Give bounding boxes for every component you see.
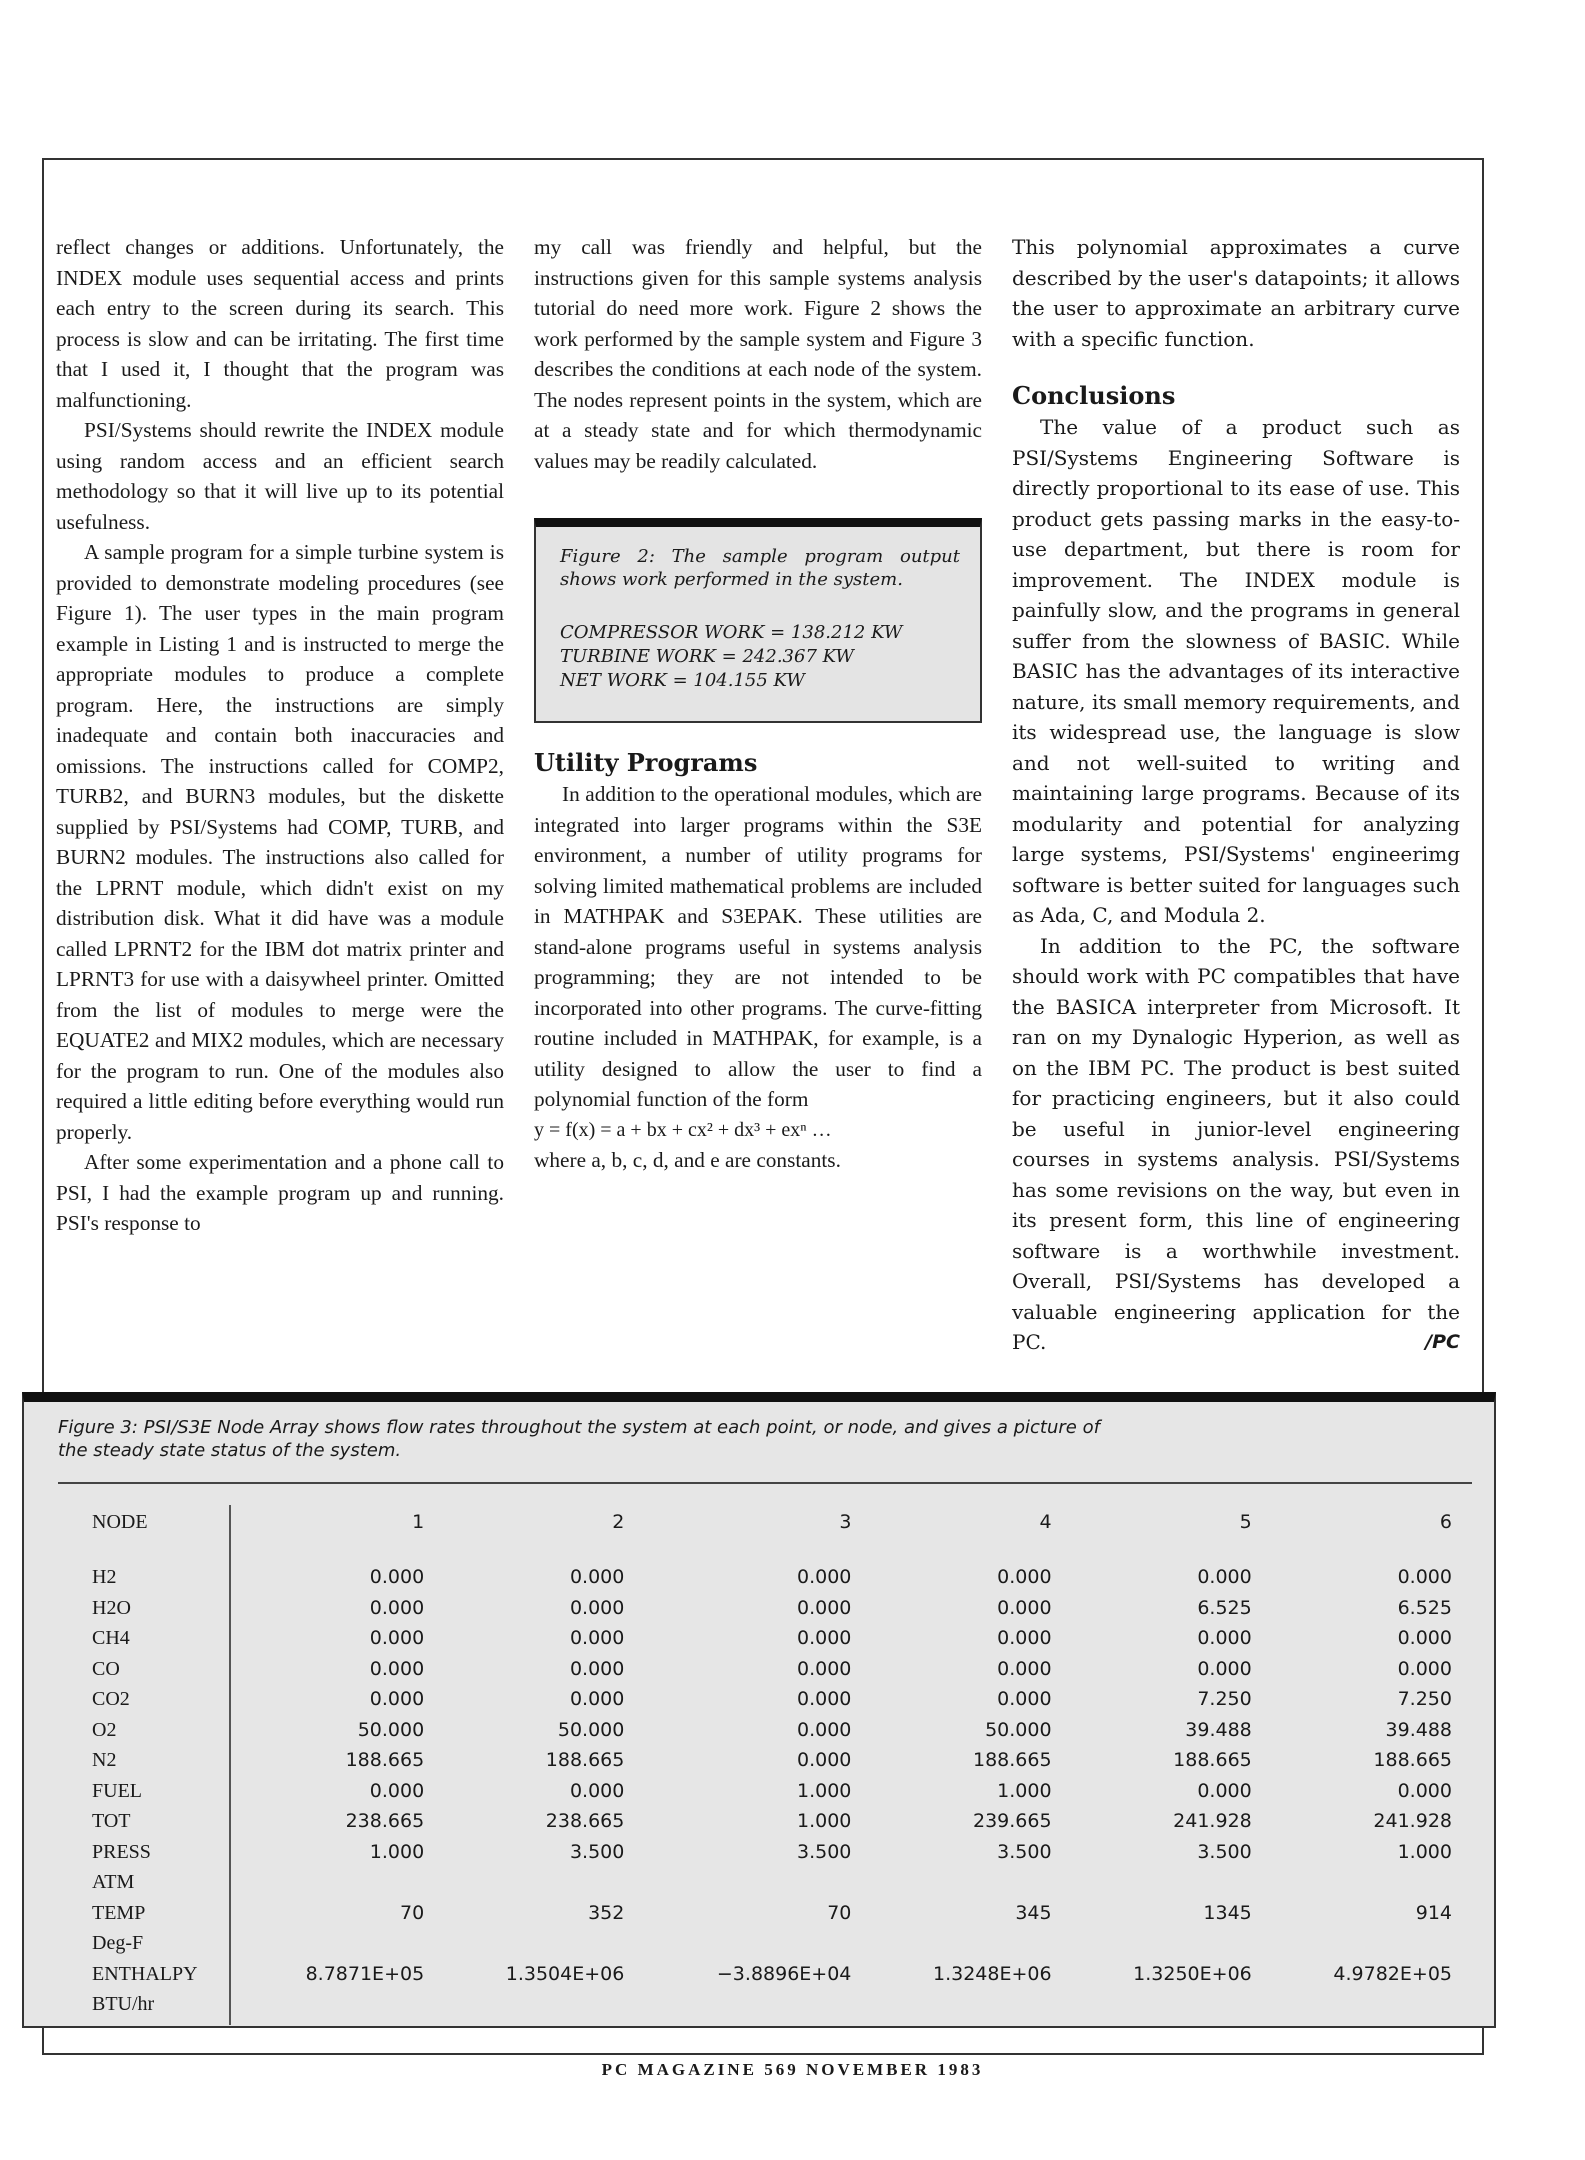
table-cell xyxy=(851,1989,1051,2020)
row-label: CO2 xyxy=(92,1688,130,1710)
node-number-header: 1 xyxy=(412,1511,425,1533)
table-cell: 0.000 xyxy=(1197,1779,1252,1802)
table-cell: 0.000 xyxy=(1397,1627,1452,1649)
paragraph: my call was friendly and helpful, but the instructions given for this sample systems analysis tutorial do need more work. Figure 2 shows the work performed by the sample system and Figure 3 describes the conditions at each node of the system. The nodes represent points in the system, which are at a steady state and for which thermodynamic values may be readily calculated. xyxy=(534,235,982,473)
table-cell: 345 xyxy=(1015,1901,1052,1924)
spacer-cell xyxy=(92,1544,1452,1562)
table-cell: 0.000 xyxy=(369,1779,425,1802)
paragraph: reflect changes or additions. Unfortunately, the INDEX module uses sequential access and prints each entry to the screen during its search. This process is slow and can be irritating. The first time that I used it, I thought that the program was malfunctioning. xyxy=(56,235,504,412)
table-cell: 0.000 xyxy=(369,1657,425,1680)
table-row xyxy=(92,1989,1452,2020)
figure-2-caption: Figure 2: The sample program output shows work performed in the system. xyxy=(560,546,960,590)
table-cell: 1.3504E+06 xyxy=(505,1962,625,1985)
table-cell: 0.000 xyxy=(1397,1657,1452,1680)
signoff: /PC xyxy=(1425,1331,1460,1353)
row-label: ENTHALPY xyxy=(92,1962,198,1985)
section-heading: Utility Programs xyxy=(534,748,758,777)
table-cell: −3.8896E+04 xyxy=(716,1962,852,1985)
row-label: TOT xyxy=(92,1810,131,1832)
row-label: ATM xyxy=(92,1871,135,1893)
divider xyxy=(58,1482,1472,1484)
table-cell: 0.000 xyxy=(797,1566,852,1588)
table-cell: 50.000 xyxy=(985,1718,1052,1741)
table-cell: 188.665 xyxy=(1173,1749,1252,1771)
table-row xyxy=(92,1867,1452,1898)
paragraph: In addition to the operational modules, which are integrated into larger programs within the S3E environment, a number of utility programs for solving limited mathematical problems are included in MATHPAK and S3EPAK. These utilities are stand-alone programs useful in systems analysis programming; they are not intended to be incorporated into other programs. The curve-fitting routine included in MATHPAK, for example, is a utility designed to allow the user to find a polynomial function of the form xyxy=(534,782,982,1111)
output-line: NET WORK = 104.155 KW xyxy=(560,670,805,691)
table-cell: 0.000 xyxy=(997,1627,1052,1649)
figure-3-box xyxy=(22,1392,1496,2028)
table-cell xyxy=(624,1867,851,1898)
row-label: PRESS xyxy=(92,1840,151,1863)
table-cell: 188.665 xyxy=(973,1749,1052,1771)
table-cell: 0.000 xyxy=(569,1657,625,1680)
table-cell: 238.665 xyxy=(345,1810,425,1832)
table-cell: 241.928 xyxy=(1373,1810,1452,1832)
row-label: BTU/hr xyxy=(92,1993,155,2015)
table-cell: 7.250 xyxy=(1397,1688,1452,1710)
output-line: TURBINE WORK = 242.367 KW xyxy=(560,646,854,667)
table-cell: 1.3248E+06 xyxy=(932,1962,1052,1985)
table-cell: 0.000 xyxy=(797,1749,852,1771)
table-cell: 50.000 xyxy=(557,1718,625,1741)
node-number-header: 3 xyxy=(839,1511,852,1533)
table-cell: 0.000 xyxy=(997,1596,1052,1619)
table-row xyxy=(92,1684,1452,1715)
table-cell: 0.000 xyxy=(569,1596,625,1619)
table-cell: 6.525 xyxy=(1197,1596,1252,1619)
node-number-header: 4 xyxy=(1039,1511,1052,1533)
paragraph: PSI/Systems should rewrite the INDEX module using random access and an efficient search methodology so that it will live up to its potential usefulness. xyxy=(56,418,504,534)
table-cell xyxy=(424,1867,624,1898)
table-cell: 4.9782E+05 xyxy=(1333,1962,1452,1985)
table-cell: 0.000 xyxy=(1397,1779,1452,1802)
equation: y = f(x) = a + bx + cx² + dx³ + exⁿ … xyxy=(534,1118,832,1141)
row-label: O2 xyxy=(92,1718,117,1741)
row-label: TEMP xyxy=(92,1901,146,1924)
table-cell xyxy=(1052,1928,1252,1959)
node-number-header: 2 xyxy=(612,1511,625,1533)
table-cell: 0.000 xyxy=(797,1627,852,1649)
table-cell xyxy=(624,1928,851,1959)
row-label: CO xyxy=(92,1657,120,1680)
table-cell: 0.000 xyxy=(797,1688,852,1710)
paragraph-text: In addition to the PC, the software should work with PC compatibles that have the BASICA interpreter from Microsoft. It ran on my Dynalogic Hyperion, as well as on the IBM PC. The product is best suited for practicing engineers, but it also could be useful in junior-level engineering courses in systems analysis. PSI/Systems has some revisions on the way, but even in its present form, this line of engineering software is a worthwhile investment. Overall, PSI/Systems has developed a valuable engineering application for the PC. xyxy=(1012,933,1460,1354)
table-row xyxy=(92,1837,1452,1868)
table-row xyxy=(92,1776,1452,1807)
output-line: COMPRESSOR WORK = 138.212 KW xyxy=(560,622,903,643)
table-cell: 188.665 xyxy=(1373,1749,1452,1771)
node-number-header: 6 xyxy=(1439,1511,1452,1533)
table-cell: 241.928 xyxy=(1173,1810,1252,1832)
table-cell: 3.500 xyxy=(1197,1840,1252,1863)
table-cell xyxy=(1252,1989,1452,2020)
node-array-table xyxy=(92,1500,1452,2020)
table-cell xyxy=(424,1928,624,1959)
table-cell: 0.000 xyxy=(569,1688,625,1710)
row-label: H2O xyxy=(92,1596,131,1619)
table-cell: 70 xyxy=(399,1901,425,1924)
table-row xyxy=(92,1806,1452,1837)
table-cell: 238.665 xyxy=(545,1810,625,1832)
table-cell xyxy=(1252,1928,1452,1959)
table-row xyxy=(92,1928,1452,1959)
table-cell: 39.488 xyxy=(1385,1718,1452,1741)
page-footer: PC MAGAZINE 569 NOVEMBER 1983 xyxy=(601,2060,984,2079)
table-cell: 1.000 xyxy=(797,1779,852,1802)
table-cell: 0.000 xyxy=(369,1627,425,1649)
table-cell: 0.000 xyxy=(797,1596,852,1619)
figure-2-output xyxy=(560,621,960,693)
paragraph: After some experimentation and a phone call to PSI, I had the example program up and running. PSI's response to xyxy=(56,1150,504,1235)
table-cell: 0.000 xyxy=(369,1566,425,1588)
table-cell: 0.000 xyxy=(797,1657,852,1680)
table-row xyxy=(92,1654,1452,1685)
row-label: H2 xyxy=(92,1566,117,1588)
table-cell: 70 xyxy=(827,1901,852,1924)
table-cell: 3.500 xyxy=(569,1840,625,1863)
table-row xyxy=(92,1562,1452,1593)
table-row xyxy=(92,1623,1452,1654)
figure-3-caption: Figure 3: PSI/S3E Node Array shows flow rates throughout the system at each point, or node, and gives a picture of the steady state status of the system. xyxy=(58,1417,1100,1461)
table-cell: 0.000 xyxy=(569,1566,625,1588)
table-cell: 0.000 xyxy=(997,1688,1052,1710)
table-cell: 3.500 xyxy=(997,1840,1052,1863)
table-cell xyxy=(224,1989,424,2020)
table-cell: 0.000 xyxy=(1197,1657,1252,1680)
column-3 xyxy=(1012,232,1460,1358)
row-label: N2 xyxy=(92,1749,117,1771)
table-cell: 1.3250E+06 xyxy=(1133,1962,1252,1985)
table-cell: 0.000 xyxy=(997,1566,1052,1588)
row-label: FUEL xyxy=(92,1779,142,1802)
paragraph: A sample program for a simple turbine system is provided to demonstrate modeling procedures (see Figure 1). The user types in the main program example in Listing 1 and is instructed to merge the appropriate modules to produce a complete program. Here, the instructions are simply inadequate and contain both inaccuracies and omissions. The instructions called for COMP2, TURB2, and BURN3 modules, but the diskette supplied by PSI/Systems had COMP, TURB, and BURN2 modules. The instructions also called for the LPRNT module, which didn't exist on my distribution disk. What it did have was a module called LPRNT2 for the IBM dot matrix printer and LPRNT3 for use with a daisywheel printer. Omitted from the list of modules to merge were the EQUATE2 and MIX2 modules, which are necessary for the program to run. One of the modules also required a little editing before everything would run properly. xyxy=(56,540,504,1144)
table-cell: 39.488 xyxy=(1185,1718,1252,1741)
node-column-header: NODE xyxy=(92,1511,148,1533)
paragraph: This polynomial approximates a curve described by the user's datapoints; it allows the user to approximate an arbitrary curve with a specific function. xyxy=(1012,235,1460,351)
table-cell: 7.250 xyxy=(1197,1688,1252,1710)
table-cell: 352 xyxy=(588,1901,625,1924)
table-cell xyxy=(224,1928,424,1959)
table-cell xyxy=(424,1989,624,2020)
table-cell: 1.000 xyxy=(369,1840,425,1863)
section-heading: Conclusions xyxy=(1012,381,1176,410)
table-row xyxy=(92,1715,1452,1746)
table-cell xyxy=(1052,1867,1252,1898)
table-cell: 0.000 xyxy=(369,1596,425,1619)
paragraph xyxy=(1012,931,1460,1358)
figure-2-box xyxy=(534,518,982,723)
row-label: Deg-F xyxy=(92,1932,144,1954)
table-cell xyxy=(851,1867,1051,1898)
paragraph: The value of a product such as PSI/Systems Engineering Software is directly proportional to its ease of use. This product gets passing marks in the easy-to-use department, but there is room for improvement. The INDEX module is painfully slow, and the programs in general suffer from the slowness of BASIC. While BASIC has the advantages of its interactive nature, its small memory requirements, and its widespread use, the language is slow and not well-suited to writing and maintaining large programs. Because of its modularity and potential for analyzing large systems, PSI/Systems' engineerimg software is better suited for languages such as Ada, C, and Modula 2. xyxy=(1012,415,1460,927)
table-cell: 188.665 xyxy=(545,1749,625,1771)
table-cell: 6.525 xyxy=(1397,1596,1452,1619)
table-cell: 0.000 xyxy=(1197,1566,1252,1588)
node-number-header: 5 xyxy=(1239,1511,1252,1533)
table-cell: 0.000 xyxy=(369,1688,425,1710)
table-row xyxy=(92,1593,1452,1624)
table-body xyxy=(92,1544,1452,2020)
table-cell: 1.000 xyxy=(797,1810,852,1832)
table-cell: 8.7871E+05 xyxy=(305,1962,425,1985)
table-cell: 188.665 xyxy=(345,1749,425,1771)
table-row xyxy=(92,1745,1452,1776)
table-cell xyxy=(224,1867,424,1898)
table-cell xyxy=(1052,1989,1252,2020)
column-2 xyxy=(534,232,982,1176)
table-cell: 1.000 xyxy=(1397,1840,1452,1863)
table-cell: 0.000 xyxy=(797,1718,852,1741)
table-row xyxy=(92,1959,1452,1990)
table-cell xyxy=(1252,1867,1452,1898)
column-1 xyxy=(56,232,504,1239)
spacer-row xyxy=(92,1544,1452,1562)
table-cell: 914 xyxy=(1415,1901,1452,1924)
table-cell: 0.000 xyxy=(569,1627,625,1649)
table-cell: 50.000 xyxy=(357,1718,425,1741)
table-cell: 0.000 xyxy=(997,1657,1052,1680)
table-row xyxy=(92,1898,1452,1929)
table-cell xyxy=(624,1989,851,2020)
table-cell: 239.665 xyxy=(973,1810,1052,1832)
table-cell: 1345 xyxy=(1203,1901,1252,1924)
table-cell: 0.000 xyxy=(1397,1566,1452,1588)
table-cell: 0.000 xyxy=(1197,1627,1252,1649)
paragraph: where a, b, c, d, and e are constants. xyxy=(534,1148,841,1172)
table-cell: 1.000 xyxy=(997,1779,1052,1802)
table-cell: 3.500 xyxy=(797,1840,852,1863)
table-header-row xyxy=(92,1500,1452,1544)
table-cell xyxy=(851,1928,1051,1959)
table-cell: 0.000 xyxy=(569,1779,625,1802)
row-label: CH4 xyxy=(92,1627,130,1649)
